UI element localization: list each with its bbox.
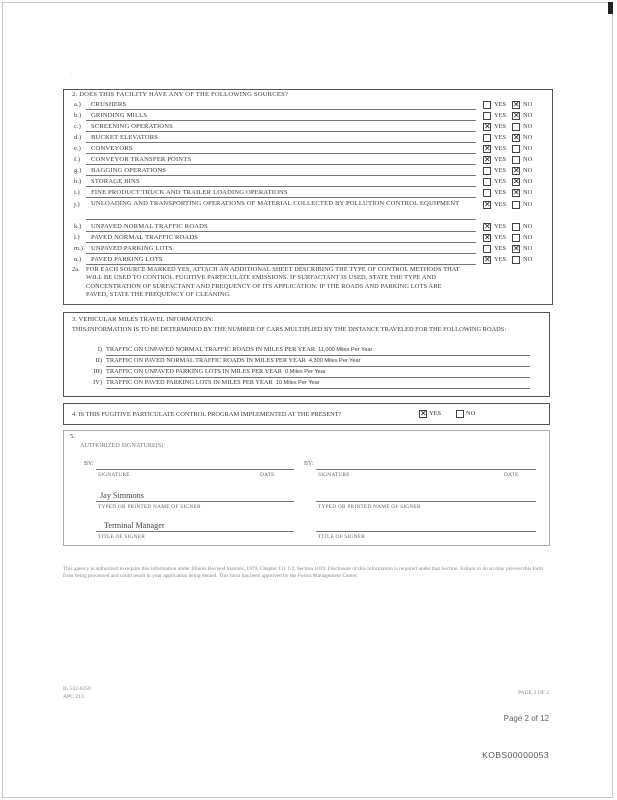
source-label: SCREENING OPERATIONS	[91, 123, 173, 130]
source-row	[64, 188, 552, 198]
source-yes-label: YES	[494, 189, 507, 196]
section-5-heading: AUTHORIZED SIGNATURE(S):	[80, 442, 166, 449]
source-yes-label: YES	[494, 201, 507, 208]
source-letter: m.)	[74, 245, 83, 252]
section-4-question: 4. IS THIS FUGITIVE PARTICULATE CONTROL PROGRAM IMPLEMENTED AT THE PRESENT?	[72, 411, 342, 418]
note-number: 2a.	[72, 266, 80, 273]
source-row	[64, 144, 552, 154]
section-2a-note	[72, 266, 550, 300]
source-yes-checkbox[interactable]	[483, 112, 491, 120]
source-row	[64, 244, 552, 254]
section-3-title: 3. VEHICULAR MILES TRAVEL INFORMATION:	[72, 316, 214, 323]
source-yes-checkbox[interactable]	[483, 178, 491, 186]
section-2-title: 2. DOES THIS FACILITY HAVE ANY OF THE FOLLOWING SOURCES?	[72, 91, 289, 98]
source-yes-label: YES	[494, 123, 507, 130]
title-line-left	[96, 531, 294, 532]
source-row	[64, 100, 552, 110]
section-3-intro: THIS INFORMATION IS TO BE DETERMINED BY THE NUMBER OF CARS MULTIPLIED BY THE DISTANCE TRAVELED FOR THE FOLLOWING ROADS:	[72, 326, 507, 333]
vmt-row-value[interactable]: 0 Miles Per Year	[285, 369, 326, 375]
section-4-program	[63, 403, 550, 425]
source-no-checkbox[interactable]	[512, 201, 520, 209]
source-no-label: NO	[523, 123, 533, 130]
vmt-row-value[interactable]: 4,300 Miles Per Year	[308, 358, 361, 364]
source-yes-checkbox[interactable]: ✕	[484, 255, 491, 264]
source-yes-label: YES	[494, 245, 507, 252]
source-label: UNLOADING AND TRANSPORTING OPERATIONS OF MATERIAL COLLECTED BY POLLUTION CONTROL EQUIPMENT	[91, 200, 460, 207]
source-yes-checkbox[interactable]: ✕	[484, 155, 491, 164]
source-no-checkbox[interactable]	[512, 223, 520, 231]
typed-name-label-right: TYPED OR PRINTED NAME OF SIGNER	[318, 504, 421, 510]
vmt-row-label: TRAFFIC ON UNPAVED PARKING LOTS IN MILES PER YEAR	[106, 368, 283, 375]
source-no-label: NO	[523, 245, 533, 252]
source-no-checkbox[interactable]	[512, 145, 520, 153]
source-row	[64, 166, 552, 176]
vmt-row-label: TRAFFIC ON PAVED NORMAL TRAFFIC ROADS IN MILES PER YEAR	[106, 357, 306, 364]
vmt-row-number: IV)	[93, 379, 102, 386]
source-no-checkbox[interactable]	[512, 234, 520, 242]
source-letter: f.)	[74, 156, 81, 163]
source-row	[64, 177, 552, 187]
source-label: PAVED PARKING LOTS	[91, 256, 163, 263]
source-letter: a.)	[74, 101, 81, 108]
typed-name-line-left	[96, 501, 294, 502]
source-label: CRUSHERS	[91, 101, 127, 108]
vmt-row	[90, 379, 530, 389]
source-no-label: NO	[523, 256, 533, 263]
source-no-checkbox[interactable]	[512, 256, 520, 264]
source-no-checkbox[interactable]: ✕	[513, 133, 520, 142]
vmt-row-label: TRAFFIC ON PAVED PARKING LOTS IN MILES PER YEAR	[106, 379, 273, 386]
date-label-left: DATE	[260, 472, 275, 478]
source-no-label: NO	[523, 223, 533, 230]
form-code-line-1: IL 532-0350	[63, 686, 91, 692]
form-code-line-2: APC 213	[63, 693, 84, 700]
source-letter: i.)	[74, 189, 80, 196]
source-no-checkbox[interactable]: ✕	[513, 166, 520, 175]
signature-label-left: SIGNATURE	[98, 472, 130, 478]
section-5-signatures	[63, 430, 550, 546]
source-label: STORAGE BINS	[91, 178, 140, 185]
source-letter: n.)	[74, 256, 82, 263]
source-letter: k.)	[74, 223, 82, 230]
source-label: CONVEYORS	[91, 145, 133, 152]
typed-name-label-left: TYPED OR PRINTED NAME OF SIGNER	[98, 504, 201, 510]
source-yes-checkbox[interactable]	[483, 101, 491, 109]
vmt-row-value[interactable]: 10 Miles Per Year	[275, 380, 320, 386]
source-no-label: NO	[523, 189, 533, 196]
title-label-left: TITLE OF SIGNER	[98, 534, 146, 540]
source-yes-label: YES	[494, 112, 507, 119]
source-no-label: NO	[523, 134, 533, 141]
source-letter: l.)	[74, 234, 80, 241]
signature-line-right[interactable]	[316, 469, 536, 470]
source-yes-label: YES	[494, 101, 507, 108]
source-no-label: NO	[523, 167, 533, 174]
source-label: PAVED NORMAL TRAFFIC ROADS	[91, 234, 199, 241]
source-label: BAGGING OPERATIONS	[91, 167, 167, 174]
source-letter: b.)	[74, 112, 82, 119]
source-no-label: NO	[523, 112, 533, 119]
page-of-label: PAGE 2 OF 2	[517, 690, 549, 696]
source-yes-checkbox[interactable]	[483, 167, 491, 175]
source-yes-checkbox[interactable]: ✕	[484, 222, 491, 231]
vmt-row-number: I)	[97, 346, 102, 353]
source-no-checkbox[interactable]: ✕	[513, 244, 520, 253]
source-row	[64, 111, 552, 121]
note-line-4: PAVED, STATE THE FREQUENCY OF CLEANING.	[86, 291, 231, 299]
typed-name-line-right	[316, 501, 536, 502]
source-label: UNPAVED NORMAL TRAFFIC ROADS	[91, 223, 208, 230]
source-letter: j.)	[74, 201, 80, 208]
source-no-checkbox[interactable]: ✕	[513, 188, 520, 197]
note-line-2: WILL BE USED TO CONTROL FUGITIVE PARTICULATE EMISSIONS. IF SURFACTANT IS USED, STATE THE TYPE AND	[86, 274, 437, 282]
typed-signer-name: Jay Simmons	[100, 491, 144, 500]
source-yes-label: YES	[494, 234, 507, 241]
section-4-no-label: NO	[466, 410, 476, 417]
source-no-label: NO	[523, 201, 533, 208]
source-row	[64, 255, 552, 265]
vmt-row-number: III)	[93, 368, 102, 375]
source-yes-label: YES	[494, 256, 507, 263]
vmt-row	[90, 368, 530, 378]
source-yes-checkbox[interactable]	[483, 189, 491, 197]
source-letter: c.)	[74, 123, 81, 130]
signature-line-left[interactable]	[96, 469, 294, 470]
source-no-label: NO	[523, 178, 533, 185]
source-label: GRINDING MILLS	[91, 112, 148, 119]
source-no-checkbox[interactable]: ✕	[513, 111, 520, 120]
date-label-right: DATE	[504, 472, 519, 478]
section-4-no-checkbox[interactable]	[456, 410, 464, 418]
source-row	[64, 200, 552, 220]
source-yes-label: YES	[494, 145, 507, 152]
vmt-row	[90, 357, 530, 367]
by-label-right: BY:	[304, 461, 314, 467]
note-line-1: FOR EACH SOURCE MARKED YES, ATTACH AN ADDITIONAL SHEET DESCRIBING THE TYPE OF CONTROL METHODS THAT	[86, 266, 460, 273]
source-yes-label: YES	[494, 156, 507, 163]
signature-label-right: SIGNATURE	[318, 472, 350, 478]
title-label-right: TITLE OF SIGNER	[318, 534, 366, 540]
source-label: CONVEYOR TRANSFER POINTS	[91, 156, 192, 163]
section-4-yes-label: YES	[429, 410, 442, 417]
source-row	[64, 222, 552, 232]
source-yes-checkbox[interactable]: ✕	[484, 200, 491, 209]
source-row	[64, 133, 552, 143]
source-yes-label: YES	[494, 223, 507, 230]
source-no-checkbox[interactable]	[512, 156, 520, 164]
source-yes-label: YES	[494, 134, 507, 141]
source-label: BUCKET ELEVATORS	[91, 134, 159, 141]
source-label: UNPAVED PARKING LOTS	[91, 245, 173, 252]
typed-signer-title: Terminal Manager	[104, 521, 165, 530]
source-yes-label: YES	[494, 167, 507, 174]
source-letter: d.)	[74, 134, 82, 141]
vmt-row	[90, 346, 530, 356]
page-number: Page 2 of 12	[503, 714, 549, 723]
section-4-yes-checkbox[interactable]: ✕	[420, 409, 427, 418]
source-no-checkbox[interactable]: ✕	[513, 100, 520, 109]
form-code	[63, 686, 91, 701]
source-no-label: NO	[523, 145, 533, 152]
source-yes-checkbox[interactable]	[483, 245, 491, 253]
source-yes-checkbox[interactable]: ✕	[484, 122, 491, 131]
title-line-right	[316, 531, 536, 532]
source-row	[64, 155, 552, 165]
vmt-row-label: TRAFFIC ON UNPAVED NORMAL TRAFFIC ROADS IN MILES PER YEAR	[106, 346, 316, 353]
source-row	[64, 233, 552, 243]
source-no-label: NO	[523, 234, 533, 241]
by-label-left: BY:	[84, 461, 94, 467]
source-no-label: NO	[523, 101, 533, 108]
scan-corner-mark	[608, 2, 613, 14]
source-no-checkbox[interactable]: ✕	[513, 177, 520, 186]
source-letter: h.)	[74, 178, 82, 185]
source-yes-checkbox[interactable]: ✕	[484, 233, 491, 242]
bates-number: KOBS00000053	[482, 750, 549, 760]
vmt-row-number: II)	[95, 357, 102, 364]
source-yes-label: YES	[494, 178, 507, 185]
fine-print-disclosure: This agency is authorized to require this information under Illinois Revised Statutes, 1979, Chapter 111 1/2, Section 1039. Disclosure of this information is required under that Section. Failure to do so may prevent this form from being processed and could result in your application being denied. This form has been approved by the Forms Management Center.	[63, 566, 544, 580]
section-5-number: 5.	[70, 433, 75, 440]
source-no-label: NO	[523, 156, 533, 163]
section-2-sources	[63, 89, 553, 305]
source-label: FINE PRODUCT TRUCK AND TRAILER LOADING OPERATIONS	[91, 189, 288, 196]
vmt-row-value[interactable]: 11,000 Miles Per Year	[318, 347, 373, 353]
section-3-vehicular-miles	[63, 312, 550, 397]
source-row	[64, 122, 552, 132]
note-line-3: CONCENTRATION OF SURFACTANT AND FREQUENCY OF ITS APPLICATION. IF THE ROADS AND PARKING LOTS ARE	[86, 282, 442, 290]
source-yes-checkbox[interactable]	[483, 134, 491, 142]
source-yes-checkbox[interactable]: ✕	[484, 144, 491, 153]
source-no-checkbox[interactable]	[512, 123, 520, 131]
source-letter: e.)	[74, 145, 81, 152]
source-letter: g.)	[74, 167, 82, 174]
